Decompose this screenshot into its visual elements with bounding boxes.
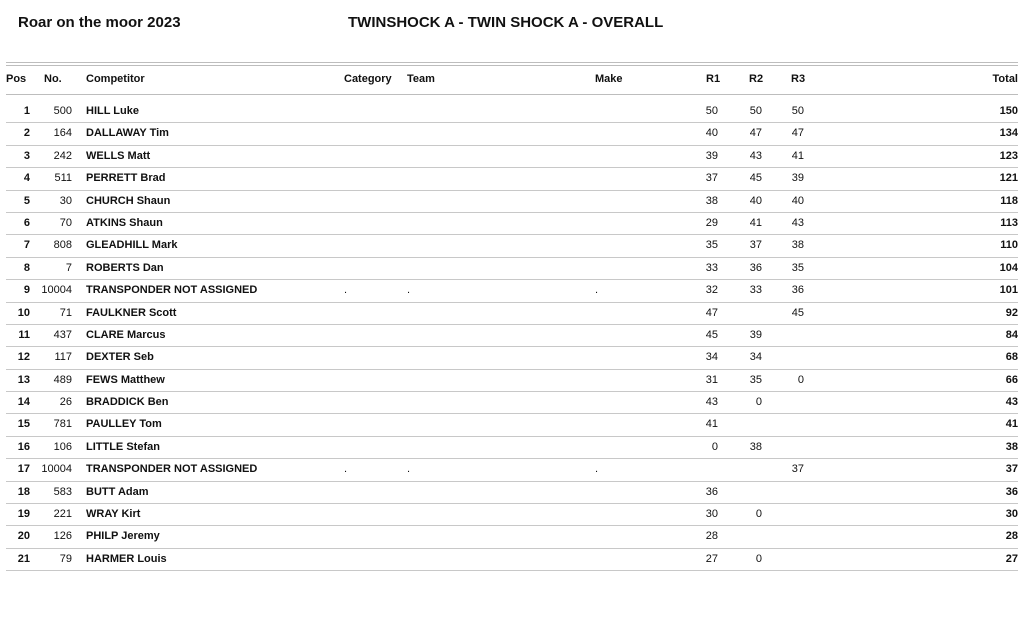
cell-r2: 47 xyxy=(749,127,762,140)
table-row xyxy=(6,370,1018,392)
col-header-team: Team xyxy=(407,73,435,85)
cell-total: 92 xyxy=(1005,306,1018,319)
cell-no: 117 xyxy=(54,351,72,364)
cell-r2: 33 xyxy=(749,284,762,297)
cell-r3: 36 xyxy=(791,284,804,297)
cell-r3: 38 xyxy=(791,239,804,252)
cell-total: 30 xyxy=(1005,508,1018,521)
table-row xyxy=(6,258,1018,280)
cell-no: 10004 xyxy=(41,463,72,476)
event-title: Roar on the moor 2023 xyxy=(18,14,181,31)
cell-r3: 0 xyxy=(797,373,804,386)
cell-r1: 34 xyxy=(705,351,718,364)
cell-competitor: ATKINS Shaun xyxy=(86,216,163,229)
cell-competitor: CHURCH Shaun xyxy=(86,194,171,207)
cell-no: 221 xyxy=(53,508,72,521)
cell-pos: 8 xyxy=(23,261,30,274)
cell-r1: 27 xyxy=(705,552,718,565)
header-divider xyxy=(6,94,1018,95)
cell-total: 28 xyxy=(1005,530,1018,543)
cell-r2: 34 xyxy=(749,351,762,364)
results-table-header xyxy=(6,70,1018,90)
cell-total: 36 xyxy=(1005,485,1018,498)
cell-r1: 43 xyxy=(705,396,718,409)
cell-competitor: LITTLE Stefan xyxy=(86,440,160,453)
cell-pos: 13 xyxy=(17,373,30,386)
table-row xyxy=(6,101,1018,123)
col-header-pos: Pos xyxy=(6,73,27,85)
table-row xyxy=(6,235,1018,257)
cell-r1: 40 xyxy=(705,127,718,140)
table-row xyxy=(6,325,1018,347)
cell-r3: 37 xyxy=(791,463,804,476)
cell-r2: 37 xyxy=(749,239,762,252)
table-row xyxy=(6,280,1018,302)
col-header-competitor: Competitor xyxy=(86,73,145,85)
cell-no: 511 xyxy=(54,172,72,185)
class-title: TWINSHOCK A - TWIN SHOCK A - OVERALL xyxy=(348,14,664,31)
cell-no: 583 xyxy=(53,485,72,498)
cell-no: 106 xyxy=(53,440,72,453)
cell-pos: 16 xyxy=(17,440,30,453)
cell-no: 30 xyxy=(59,194,72,207)
cell-no: 126 xyxy=(53,530,72,543)
cell-competitor: TRANSPONDER NOT ASSIGNED xyxy=(86,284,258,297)
cell-total: 27 xyxy=(1005,552,1018,565)
cell-r1: 37 xyxy=(705,172,718,185)
col-header-make: Make xyxy=(595,73,623,85)
cell-pos: 4 xyxy=(23,172,30,185)
col-header-r2: R2 xyxy=(749,73,764,85)
cell-r3: 40 xyxy=(791,194,804,207)
cell-no: 489 xyxy=(53,373,72,386)
cell-r1: 28 xyxy=(705,530,718,543)
cell-r2: 0 xyxy=(755,508,762,521)
cell-pos: 21 xyxy=(17,552,30,565)
table-row xyxy=(6,146,1018,168)
cell-no: 437 xyxy=(53,328,72,341)
cell-r2: 38 xyxy=(749,440,762,453)
cell-r1: 45 xyxy=(705,328,718,341)
cell-total: 84 xyxy=(1005,328,1018,341)
cell-competitor: PAULLEY Tom xyxy=(86,418,162,431)
cell-no: 500 xyxy=(53,105,72,117)
cell-r1: 30 xyxy=(705,508,718,521)
cell-total: 113 xyxy=(1000,216,1018,229)
cell-competitor: DEXTER Seb xyxy=(86,351,154,364)
cell-competitor: ROBERTS Dan xyxy=(86,261,164,274)
cell-total: 150 xyxy=(999,105,1018,117)
cell-no: 70 xyxy=(59,216,72,229)
cell-competitor: PERRETT Brad xyxy=(86,172,166,185)
cell-r1: 33 xyxy=(705,261,718,274)
results-table-body xyxy=(6,101,1018,571)
cell-pos: 17 xyxy=(17,463,30,476)
cell-pos: 12 xyxy=(17,351,30,364)
cell-r1: 0 xyxy=(711,440,718,453)
cell-r2: 43 xyxy=(749,149,762,162)
cell-team: . xyxy=(407,463,411,476)
cell-r3: 47 xyxy=(791,127,804,140)
cell-competitor: PHILP Jeremy xyxy=(86,530,160,543)
cell-no: 71 xyxy=(59,306,72,319)
cell-competitor: HILL Luke xyxy=(86,105,139,117)
cell-r2: 39 xyxy=(749,328,762,341)
cell-total: 37 xyxy=(1005,463,1018,476)
cell-competitor: DALLAWAY Tim xyxy=(86,127,169,140)
cell-r2: 45 xyxy=(749,172,762,185)
cell-total: 110 xyxy=(1000,239,1018,252)
cell-pos: 5 xyxy=(23,194,30,207)
cell-r1: 41 xyxy=(705,418,718,431)
cell-no: 79 xyxy=(59,552,72,565)
cell-pos: 18 xyxy=(17,485,30,498)
table-row xyxy=(6,504,1018,526)
table-row xyxy=(6,123,1018,145)
cell-r2: 40 xyxy=(749,194,762,207)
cell-r3: 45 xyxy=(791,306,804,319)
table-row xyxy=(6,303,1018,325)
table-row xyxy=(6,347,1018,369)
col-header-total: Total xyxy=(992,73,1018,85)
cell-total: 101 xyxy=(999,284,1018,297)
cell-competitor: CLARE Marcus xyxy=(86,328,166,341)
table-row xyxy=(6,482,1018,504)
cell-r1: 50 xyxy=(705,105,718,117)
cell-total: 41 xyxy=(1005,418,1018,431)
cell-r2: 50 xyxy=(749,105,762,117)
cell-r1: 47 xyxy=(705,306,718,319)
cell-pos: 3 xyxy=(23,149,30,162)
cell-pos: 11 xyxy=(18,328,30,341)
table-row xyxy=(6,213,1018,235)
cell-pos: 7 xyxy=(23,239,30,252)
top-divider-secondary xyxy=(6,65,1018,66)
cell-r3: 39 xyxy=(791,172,804,185)
cell-category: . xyxy=(344,284,348,297)
col-header-r1: R1 xyxy=(706,73,721,85)
cell-total: 134 xyxy=(999,127,1018,140)
cell-competitor: FEWS Matthew xyxy=(86,373,165,386)
cell-pos: 9 xyxy=(23,284,30,297)
cell-competitor: FAULKNER Scott xyxy=(86,306,177,319)
cell-total: 68 xyxy=(1005,351,1018,364)
cell-pos: 14 xyxy=(17,396,30,409)
cell-pos: 19 xyxy=(17,508,30,521)
cell-competitor: BRADDICK Ben xyxy=(86,396,169,409)
cell-total: 43 xyxy=(1005,396,1018,409)
table-row xyxy=(6,549,1018,571)
cell-pos: 1 xyxy=(23,105,30,117)
cell-no: 242 xyxy=(53,149,72,162)
col-header-r3: R3 xyxy=(791,73,806,85)
cell-team: . xyxy=(407,284,411,297)
top-divider xyxy=(6,62,1018,63)
cell-r1: 39 xyxy=(705,149,718,162)
cell-r1: 36 xyxy=(705,485,718,498)
cell-total: 38 xyxy=(1005,440,1018,453)
cell-pos: 6 xyxy=(23,216,30,229)
cell-competitor: BUTT Adam xyxy=(86,485,149,498)
cell-no: 26 xyxy=(59,396,72,409)
table-row xyxy=(6,437,1018,459)
col-header-no: No. xyxy=(44,73,62,85)
cell-make: . xyxy=(595,463,599,476)
cell-competitor: WELLS Matt xyxy=(86,149,151,162)
cell-no: 164 xyxy=(53,127,72,140)
cell-r2: 35 xyxy=(749,373,762,386)
cell-r1: 29 xyxy=(705,216,718,229)
cell-r2: 41 xyxy=(749,216,762,229)
cell-make: . xyxy=(595,284,599,297)
cell-r2: 0 xyxy=(755,396,762,409)
cell-no: 7 xyxy=(65,261,72,274)
cell-r2: 36 xyxy=(749,261,762,274)
cell-r3: 43 xyxy=(791,216,804,229)
table-row xyxy=(6,414,1018,436)
cell-competitor: TRANSPONDER NOT ASSIGNED xyxy=(86,463,258,476)
cell-r3: 50 xyxy=(791,105,804,117)
cell-competitor: GLEADHILL Mark xyxy=(86,239,178,252)
table-row xyxy=(6,392,1018,414)
cell-r3: 35 xyxy=(791,261,804,274)
cell-no: 10004 xyxy=(41,284,72,297)
cell-category: . xyxy=(344,463,348,476)
cell-total: 123 xyxy=(999,149,1018,162)
table-row xyxy=(6,459,1018,481)
cell-r1: 32 xyxy=(705,284,718,297)
cell-total: 118 xyxy=(1000,194,1018,207)
cell-total: 104 xyxy=(999,261,1018,274)
cell-r1: 38 xyxy=(705,194,718,207)
col-header-category: Category xyxy=(344,73,392,85)
cell-no: 781 xyxy=(53,418,72,431)
cell-total: 66 xyxy=(1005,373,1018,386)
cell-r1: 35 xyxy=(705,239,718,252)
cell-competitor: HARMER Louis xyxy=(86,552,167,565)
table-row xyxy=(6,168,1018,190)
cell-pos: 15 xyxy=(17,418,30,431)
cell-r3: 41 xyxy=(791,149,804,162)
cell-r1: 31 xyxy=(705,373,718,386)
cell-pos: 10 xyxy=(17,306,30,319)
cell-pos: 2 xyxy=(23,127,30,140)
cell-competitor: WRAY Kirt xyxy=(86,508,141,521)
table-row xyxy=(6,526,1018,548)
cell-pos: 20 xyxy=(17,530,30,543)
table-row xyxy=(6,191,1018,213)
cell-no: 808 xyxy=(53,239,72,252)
cell-total: 121 xyxy=(999,172,1018,185)
cell-r2: 0 xyxy=(755,552,762,565)
